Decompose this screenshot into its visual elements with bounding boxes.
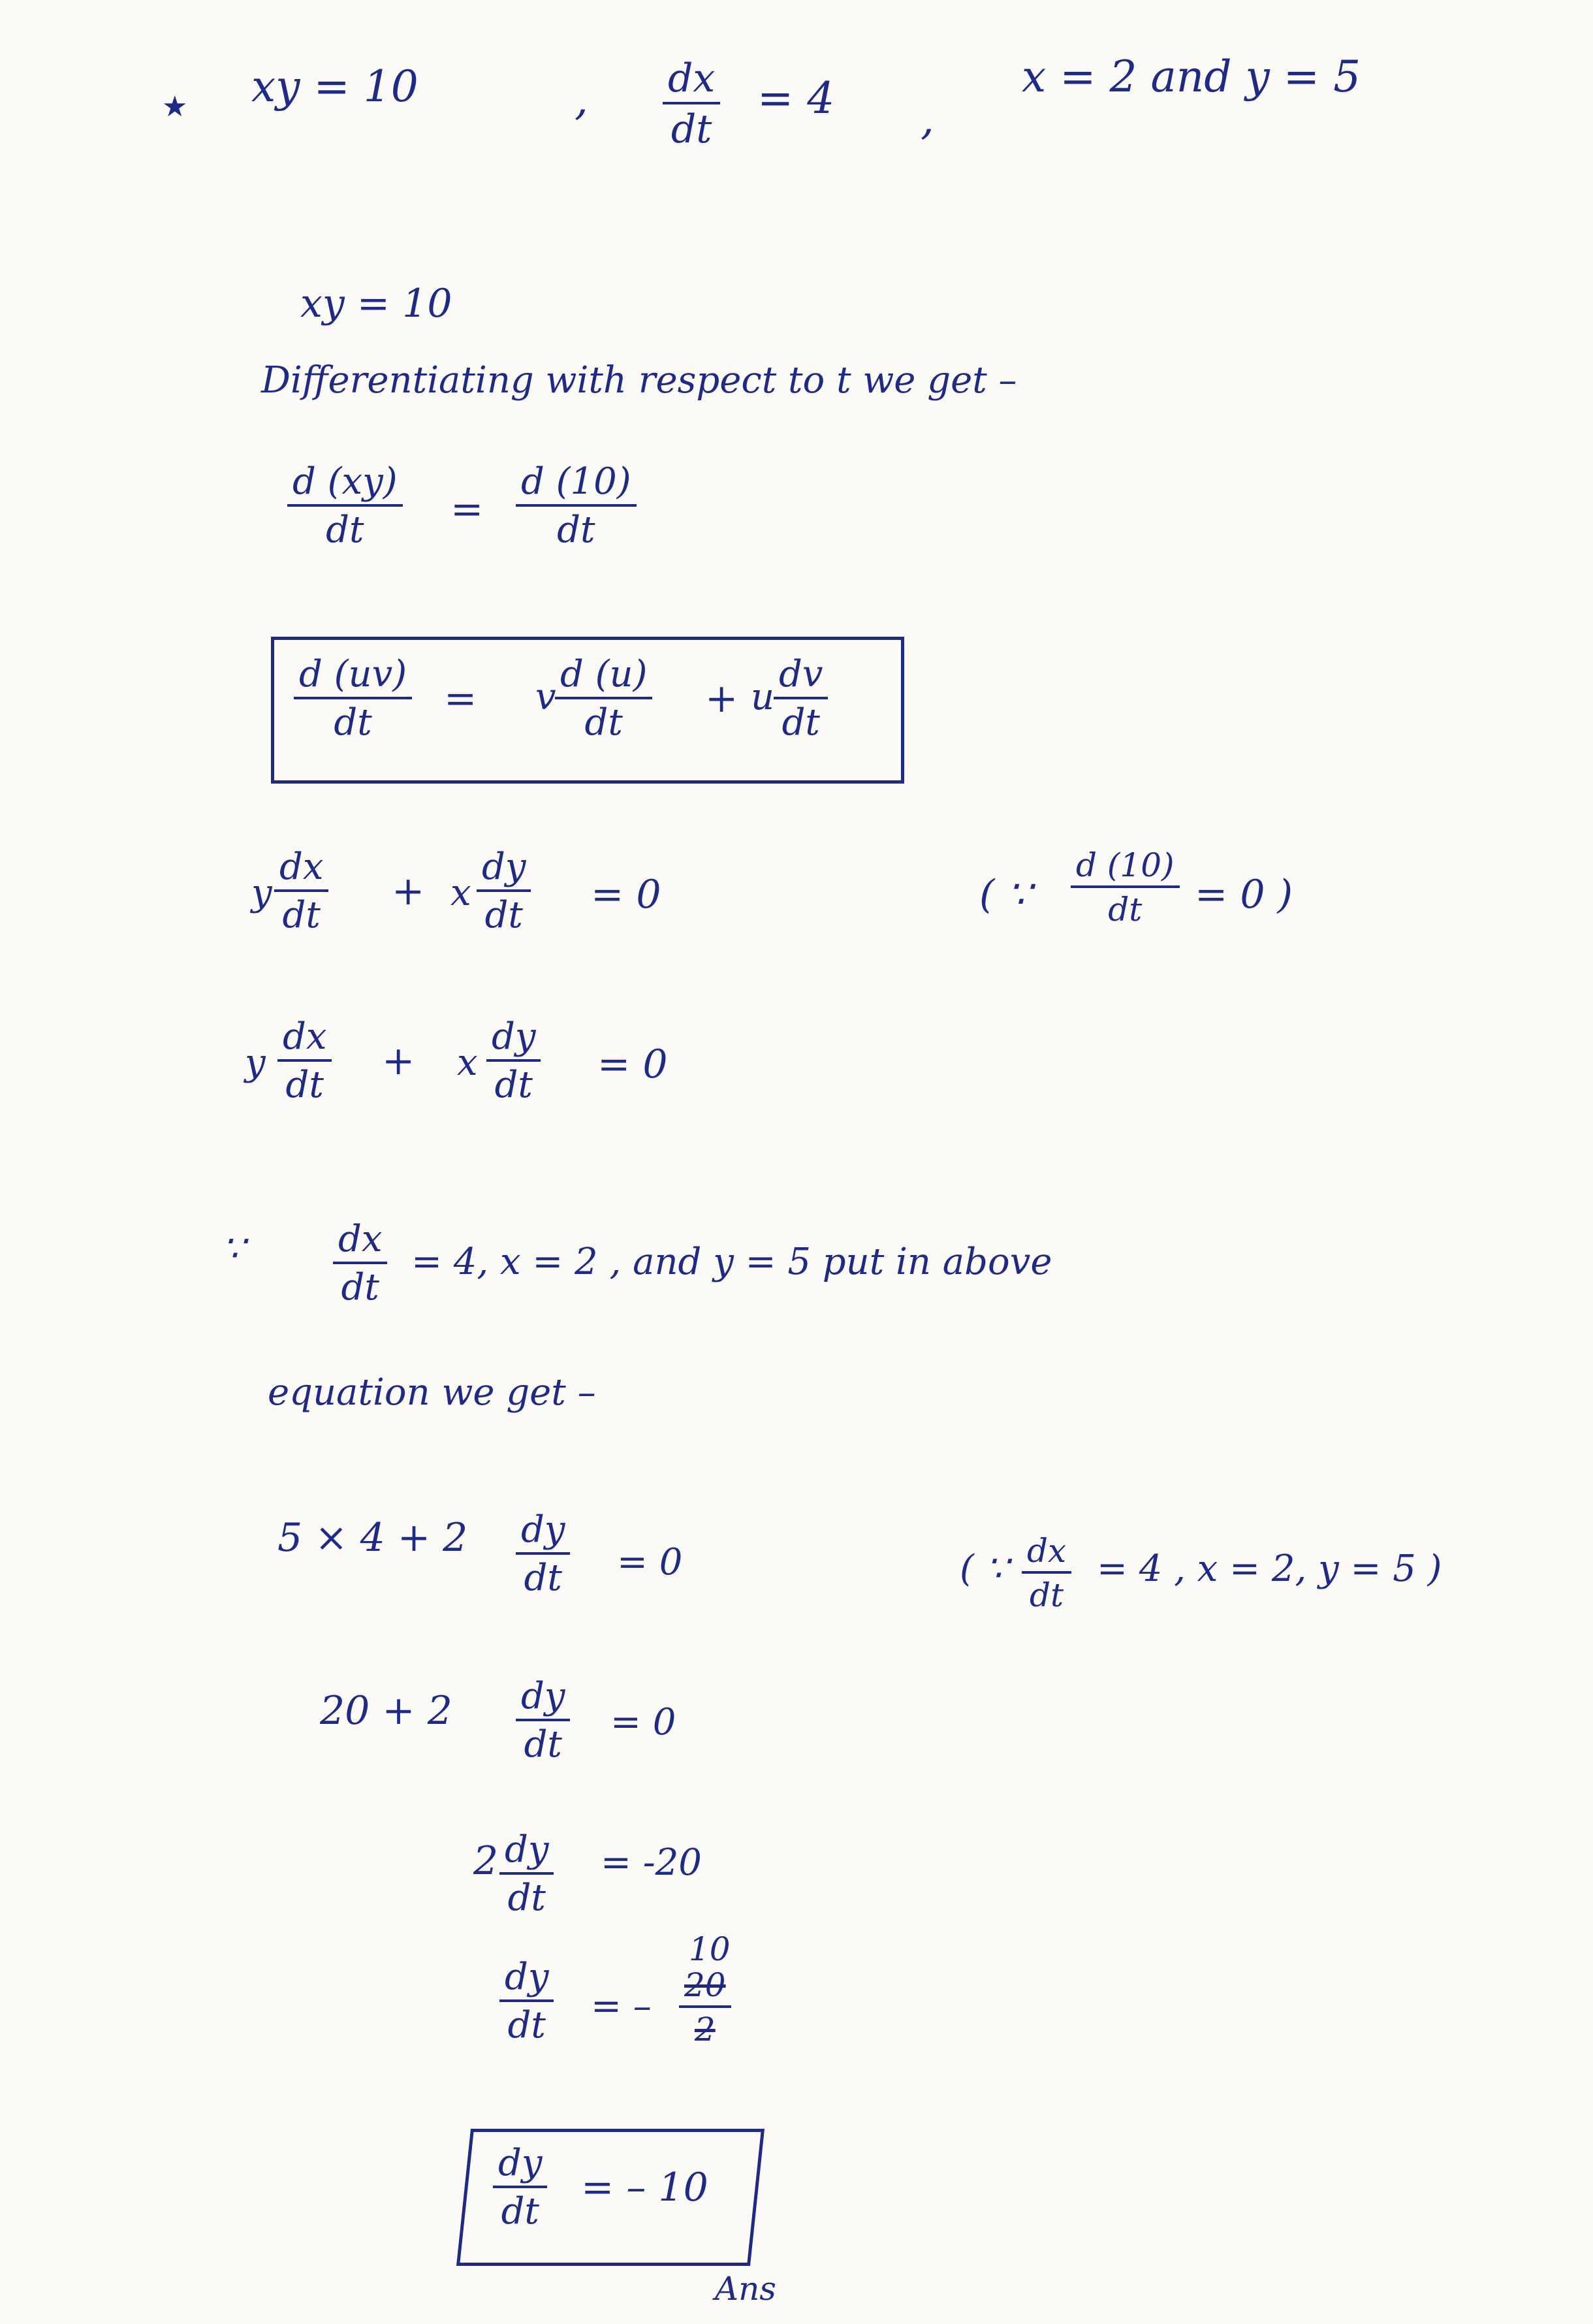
- given-equation: xy = 10: [251, 61, 418, 112]
- step3-b-prefix: x: [450, 872, 471, 914]
- step3-note-numerator: d (10): [1071, 849, 1180, 888]
- step3-note-denominator: dt: [1108, 891, 1143, 929]
- answer-equals: = – 10: [581, 2165, 708, 2210]
- step3-b-denominator: dt: [484, 894, 523, 936]
- rule-term2-fraction: [774, 653, 828, 744]
- rule-term1-fraction: [555, 653, 652, 744]
- step5-denominator: dt: [341, 1266, 379, 1309]
- step9-cancelled-denominator: 2: [694, 2011, 716, 2048]
- step3-b-numerator: dy: [477, 849, 531, 892]
- step4-b-denominator: dt: [494, 1064, 533, 1106]
- step9-cancel-above: 10: [689, 1930, 731, 1968]
- given-rate-numerator: dx: [663, 59, 720, 104]
- rule-term2-numerator: dv: [774, 656, 828, 699]
- step7-prefix: 20 + 2: [320, 1688, 452, 1734]
- step6-denominator: dt: [524, 1557, 562, 1599]
- step3-note-open: ( ∵: [979, 872, 1032, 917]
- step4-plus: +: [382, 1038, 415, 1084]
- step5-numerator: dx: [333, 1221, 387, 1264]
- step6-fraction: [516, 1508, 570, 1599]
- given-rate-value: = 4: [757, 73, 835, 123]
- step6-numerator: dy: [516, 1512, 570, 1555]
- step9-denominator: dt: [507, 2004, 546, 2046]
- step2-lhs-denominator: dt: [326, 509, 364, 551]
- answer-numerator: dy: [493, 2145, 547, 2188]
- step2-equals: =: [450, 486, 484, 532]
- rule-equals: =: [444, 676, 477, 722]
- star-icon: ★: [162, 90, 188, 123]
- step7-denominator: dt: [524, 1723, 562, 1766]
- step3-a-numerator: dx: [274, 849, 328, 892]
- step4-a-fraction: [277, 1015, 332, 1106]
- step4-a-denominator: dt: [285, 1064, 324, 1106]
- step7-numerator: dy: [516, 1678, 570, 1721]
- step9-equals: = –: [591, 1985, 652, 2028]
- answer-label: Ans: [715, 2270, 776, 2308]
- answer-fraction: [493, 2142, 547, 2233]
- step4-a-prefix: y: [245, 1042, 266, 1084]
- step3-equals: = 0: [591, 872, 661, 917]
- rule-lhs-fraction: [294, 653, 412, 744]
- step2-rhs-fraction: [516, 460, 637, 551]
- step4-b-numerator: dy: [486, 1019, 541, 1062]
- given-values: x = 2 and y = 5: [1022, 52, 1361, 102]
- because-symbol: ∵: [222, 1228, 245, 1270]
- step4-equals: = 0: [597, 1042, 668, 1087]
- step3-plus: +: [392, 868, 425, 914]
- rule-term1-numerator: d (u): [555, 656, 652, 699]
- step5-text: = 4, x = 2 , and y = 5 put in above: [411, 1241, 1052, 1283]
- step7-equals: = 0: [610, 1701, 676, 1743]
- step4-b-fraction: [486, 1015, 541, 1106]
- step3-note-fraction: [1071, 846, 1180, 929]
- step2-lhs-fraction: [287, 460, 403, 551]
- step8-fraction: [499, 1828, 554, 1919]
- step9-numerator: dy: [499, 1959, 554, 2002]
- rule-term1-denominator: dt: [584, 701, 623, 744]
- step3-a-prefix: y: [251, 872, 272, 914]
- step6-equals: = 0: [617, 1541, 683, 1584]
- step9-cancelled-numerator: 20: [679, 1969, 731, 2008]
- step5-text2: equation we get –: [268, 1371, 596, 1414]
- given-rate-denominator: dt: [670, 106, 712, 152]
- step1-text: Differentiating with respect to t we get –: [261, 359, 1017, 402]
- step6-note-denominator: dt: [1030, 1576, 1064, 1614]
- step3-b-fraction: [477, 846, 531, 936]
- given-separator: ,: [575, 74, 588, 125]
- step2-rhs-numerator: d (10): [516, 464, 637, 507]
- given-rate-fraction: [663, 56, 720, 152]
- step5-fraction: [333, 1218, 387, 1309]
- rule-lhs-denominator: dt: [334, 701, 372, 744]
- rule-lhs-numerator: d (uv): [294, 656, 412, 699]
- step6-note-close: = 4 , x = 2, y = 5 ): [1097, 1548, 1442, 1590]
- given-separator-2: ,: [921, 94, 934, 144]
- step7-fraction: [516, 1675, 570, 1766]
- rule-plus: +: [705, 676, 738, 722]
- rule-term2-denominator: dt: [781, 701, 820, 744]
- step9-fraction: [499, 1956, 554, 2046]
- step4-a-numerator: dx: [277, 1019, 332, 1062]
- step9-cancelled-fraction: [679, 1966, 731, 2048]
- step6-note-numerator: dx: [1022, 1535, 1071, 1574]
- step8-denominator: dt: [507, 1877, 546, 1919]
- step6-note-fraction: [1022, 1532, 1071, 1614]
- step6-note-open: ( ∵: [960, 1548, 1009, 1590]
- step4-b-prefix: x: [457, 1042, 478, 1084]
- step1-equation: xy = 10: [300, 281, 452, 326]
- step2-rhs-denominator: dt: [557, 509, 595, 551]
- step3-note-close: = 0 ): [1195, 872, 1293, 917]
- rule-term2-prefix: u: [751, 676, 775, 718]
- step8-equals: = -20: [601, 1841, 702, 1884]
- step6-prefix: 5 × 4 + 2: [277, 1515, 468, 1561]
- step3-a-denominator: dt: [282, 894, 321, 936]
- step8-prefix: 2: [473, 1838, 499, 1884]
- step2-lhs-numerator: d (xy): [287, 464, 403, 507]
- rule-term1-prefix: v: [535, 676, 556, 718]
- step8-numerator: dy: [499, 1832, 554, 1875]
- step3-a-fraction: [274, 846, 328, 936]
- answer-denominator: dt: [501, 2190, 539, 2233]
